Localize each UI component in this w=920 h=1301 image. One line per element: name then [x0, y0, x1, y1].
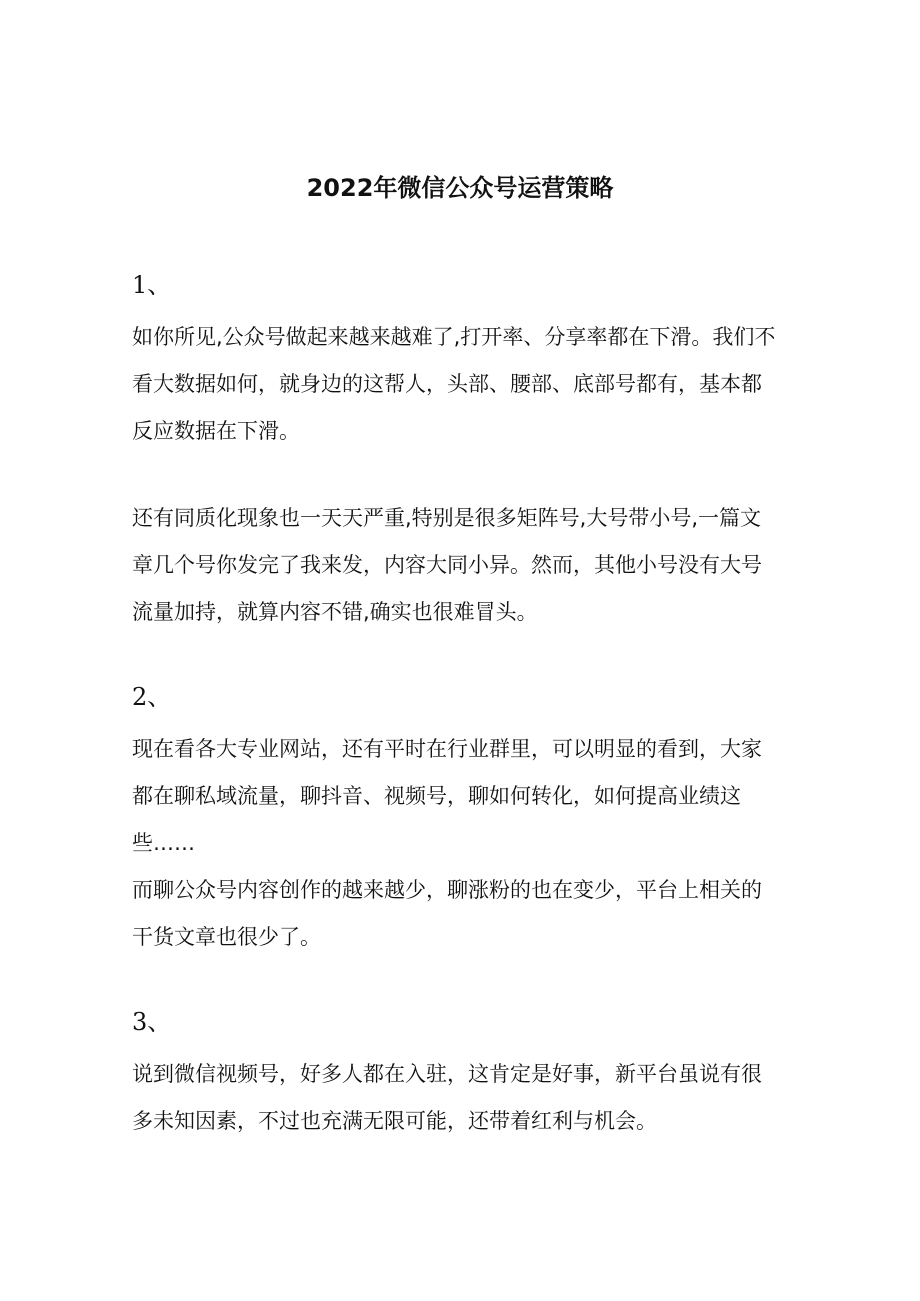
document-body [132, 262, 802, 1145]
document-title: 2022年微信公众号运营策略 [306, 174, 614, 202]
section-number: 2、 [132, 683, 172, 711]
section-number: 3、 [132, 1008, 172, 1036]
paragraph: 如你所见,公众号做起来越来越难了,打开率、分享率都在下滑。我们不 看大数据如何，就身边的这帮人，头部、腰部、底部号都有，基本都 反应数据在下滑。 [132, 325, 776, 443]
paragraph: 而聊公众号内容创作的越来越少，聊涨粉的也在变少，平台上相关的 干货文章也很少了。 [132, 878, 762, 949]
paragraph: 还有同质化现象也一天天严重,特别是很多矩阵号,大号带小号,一篇文 章几个号你发完了我来发，内容大同小异。然而，其他小号没有大号 流量加持，就算内容不错,确实也很难冒头。 [132, 506, 762, 624]
paragraph: 现在看各大专业网站，还有平时在行业群里，可以明显的看到，大家 都在聊私域流量，聊抖音、视频号，聊如何转化，如何提高业绩这 些…… [132, 737, 762, 855]
section-number: 1、 [132, 271, 172, 299]
paragraph: 说到微信视频号，好多人都在入驻，这肯定是好事，新平台虽说有很 多未知因素，不过也充满无限可能，还带着红利与机会。 [132, 1062, 762, 1133]
